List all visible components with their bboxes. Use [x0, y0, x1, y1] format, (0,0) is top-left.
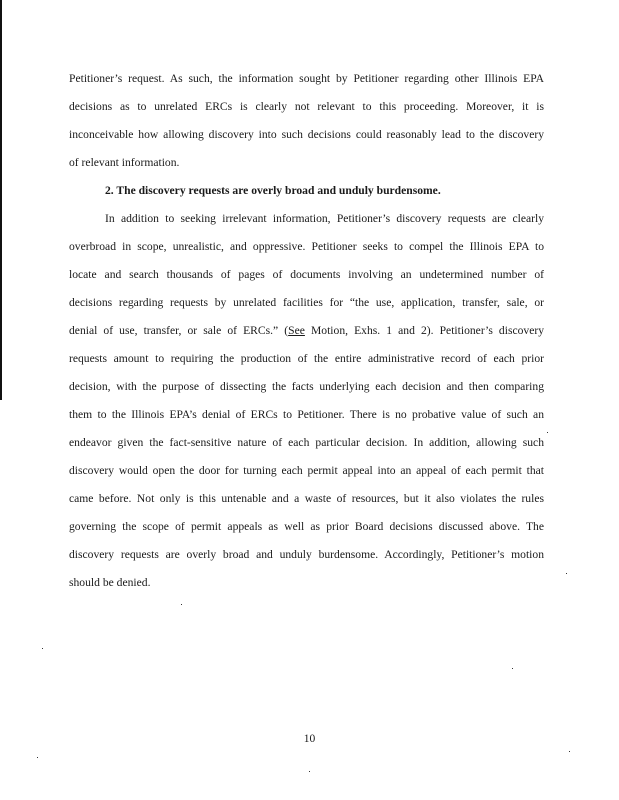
paragraph-line: decisions as to unrelated ERCs is clearly not relevant to this proceeding. Moreover, it is — [69, 100, 544, 113]
paragraph-line: came before. Not only is this untenable and a waste of resources, but it also violates the rules — [69, 492, 544, 505]
scan-speck — [37, 757, 38, 758]
section-heading: 2. The discovery requests are overly broad and unduly burdensome. — [105, 184, 441, 197]
paragraph-line: inconceivable how allowing discovery into such decisions could reasonably lead to the discovery — [69, 128, 544, 141]
paragraph-line: requests amount to requiring the production of the entire administrative record of each prior — [69, 352, 544, 365]
scan-edge-bar — [0, 0, 2, 400]
citation-signal-see: See — [288, 324, 305, 337]
scan-speck — [566, 573, 567, 574]
paragraph-line: discovery would open the door for turning each permit appeal into an appeal of each permit that — [69, 464, 544, 477]
scan-speck — [512, 668, 513, 669]
citation-text: denial of use, transfer, or sale of ERCs.” ( — [69, 324, 289, 337]
paragraph-line: of relevant information. — [69, 156, 180, 169]
paragraph-line: discovery requests are overly broad and unduly burdensome. Accordingly, Petitioner’s motion — [69, 548, 544, 561]
paragraph-line-with-citation — [69, 324, 544, 337]
paragraph-line: Petitioner’s request. As such, the information sought by Petitioner regarding other Illinois EPA — [69, 72, 544, 85]
scan-speck — [547, 432, 548, 433]
citation-text: Motion, Exhs. 1 and 2). Petitioner’s discovery — [304, 324, 544, 337]
paragraph-line: locate and search thousands of pages of documents involving an undetermined number of — [69, 268, 544, 281]
paragraph-line: In addition to seeking irrelevant information, Petitioner’s discovery requests are clearly — [105, 212, 544, 225]
paragraph-line: decisions regarding requests by unrelated facilities for “the use, application, transfer, sale, or — [69, 296, 544, 309]
paragraph-line: should be denied. — [69, 576, 151, 589]
paragraph-line: endeavor given the fact-sensitive nature of each particular decision. In addition, allowing such — [69, 436, 544, 449]
scan-speck — [309, 771, 310, 772]
page-number: 10 — [303, 733, 316, 745]
scan-speck — [569, 751, 570, 752]
scan-speck — [42, 648, 43, 649]
paragraph-line: decision, with the purpose of dissecting the facts underlying each decision and then comparing — [69, 380, 544, 393]
paragraph-line: them to the Illinois EPA’s denial of ERCs to Petitioner. There is no probative value of such an — [69, 408, 544, 421]
paragraph-line: governing the scope of permit appeals as well as prior Board decisions discussed above. The — [69, 520, 544, 533]
paragraph-line: overbroad in scope, unrealistic, and oppressive. Petitioner seeks to compel the Illinois EPA to — [69, 240, 544, 253]
scan-speck — [181, 604, 182, 605]
